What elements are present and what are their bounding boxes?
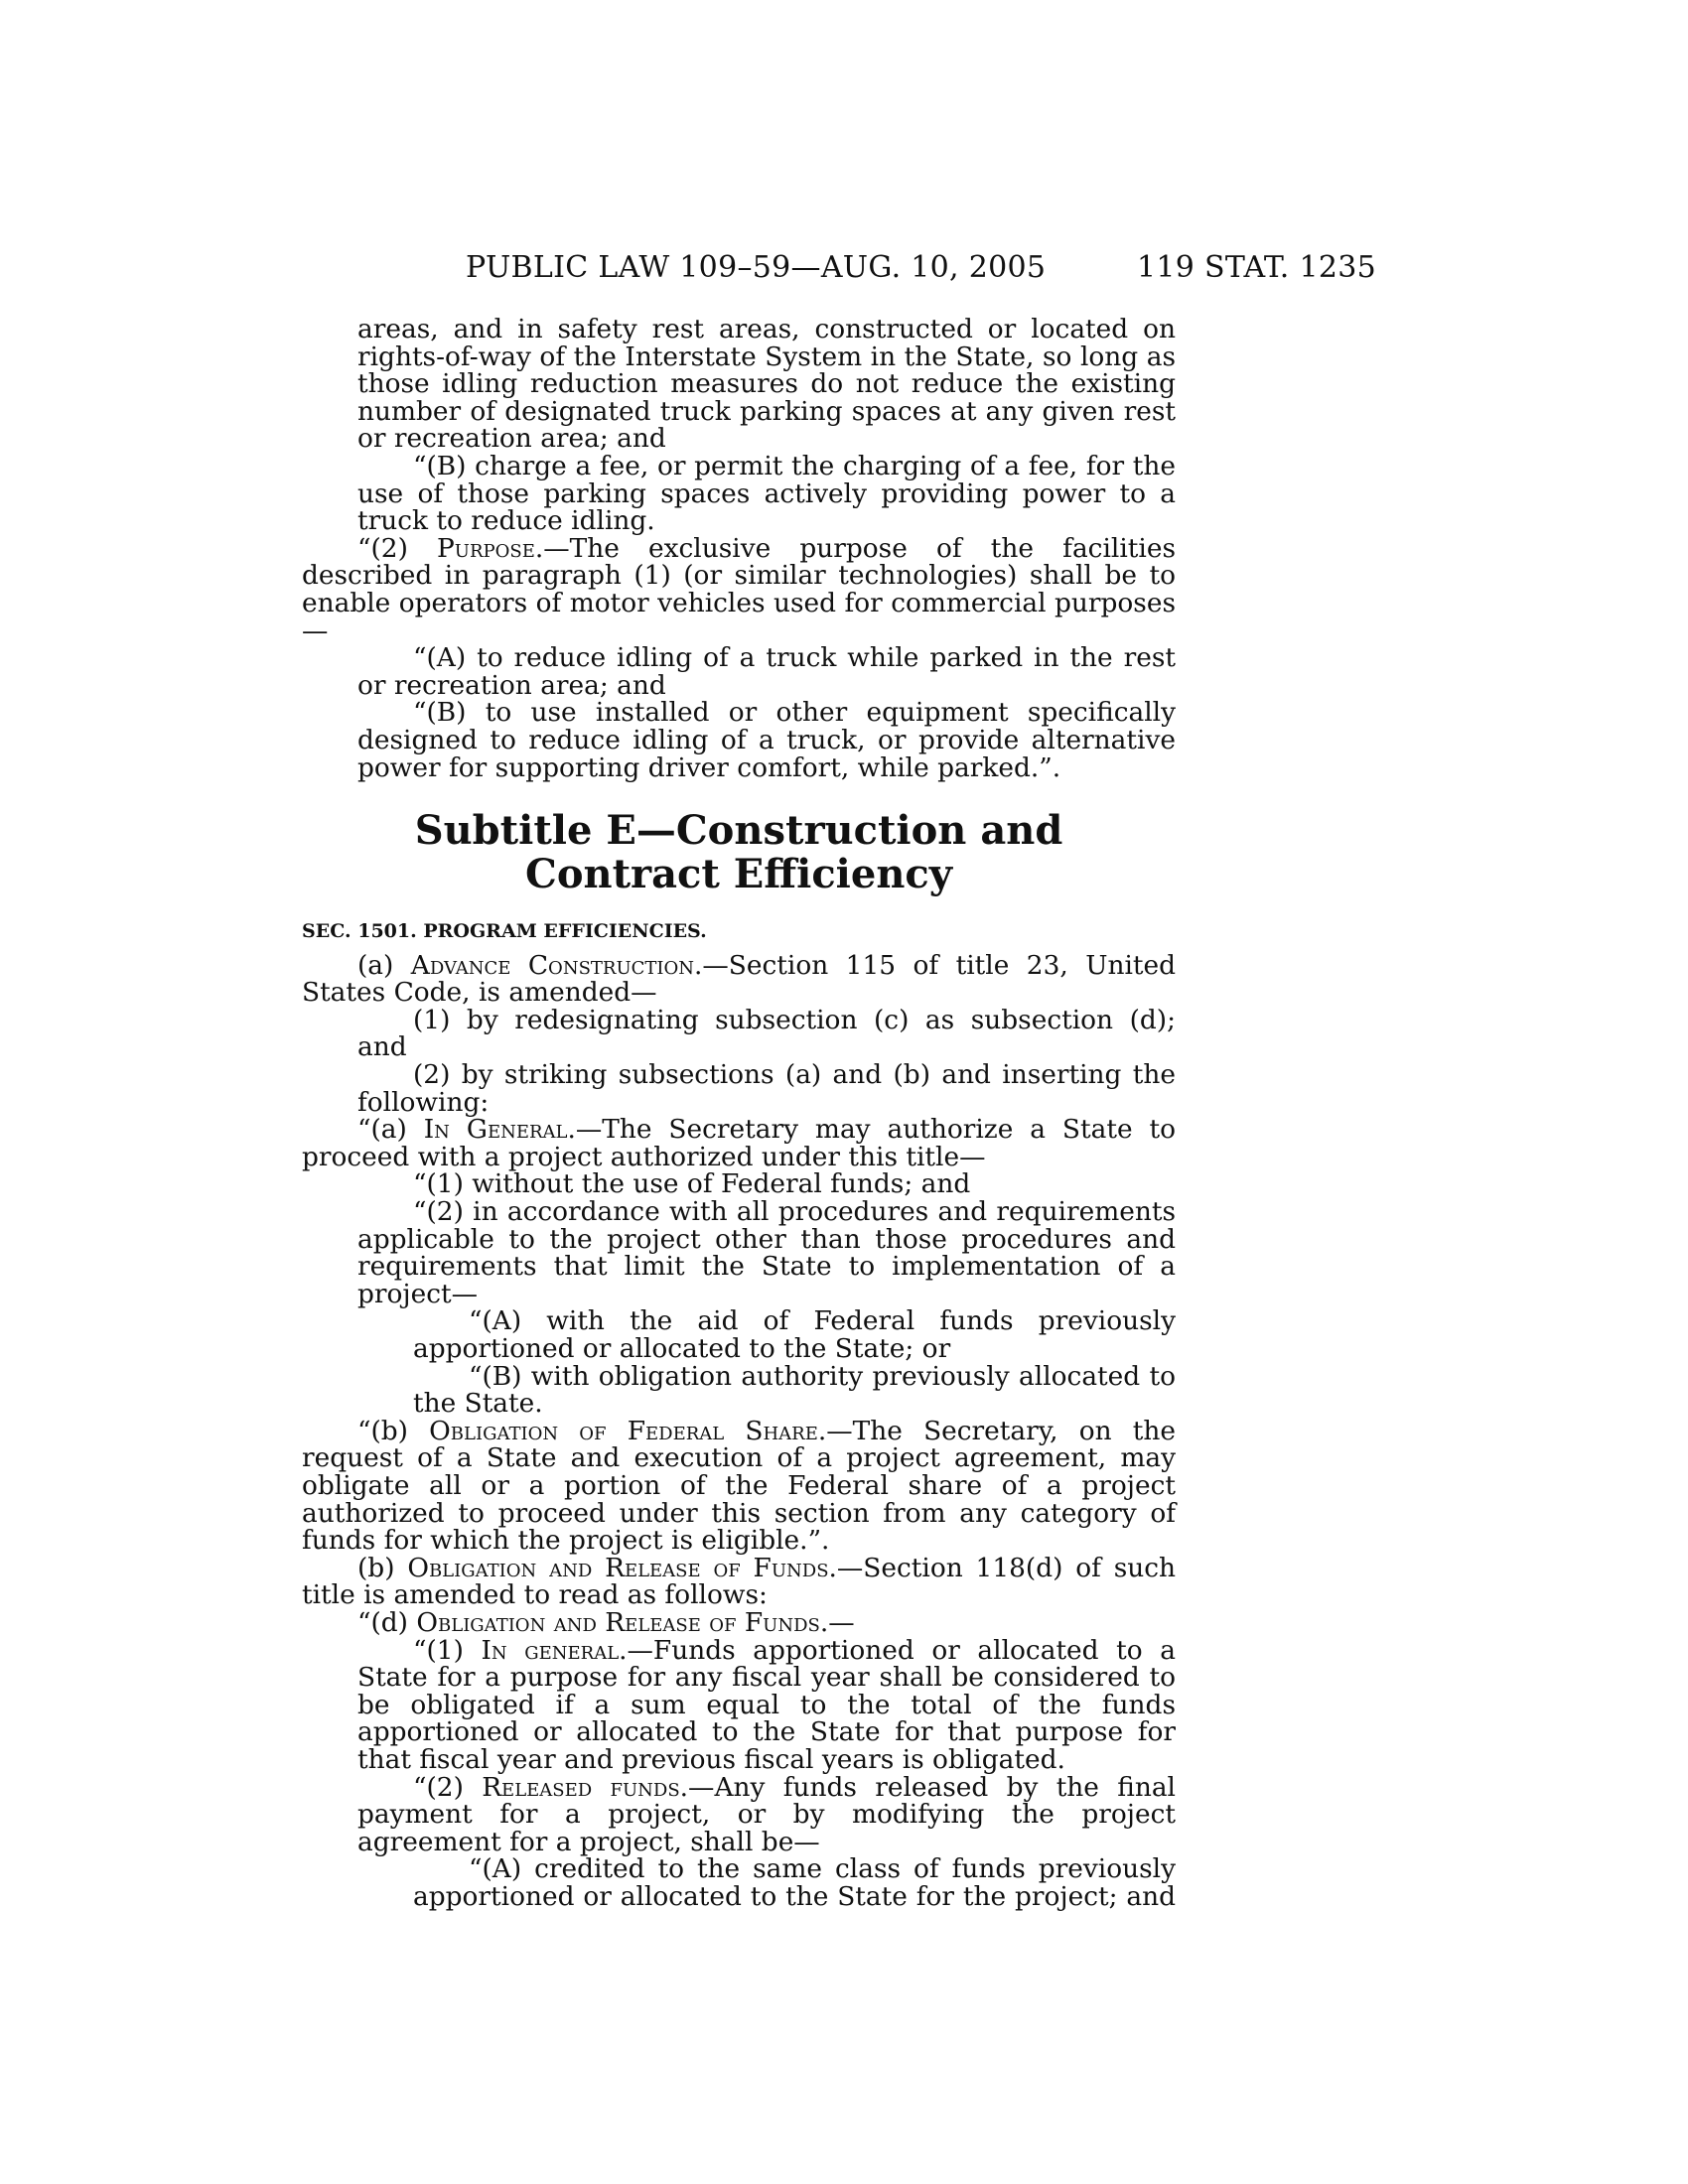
qd1-caption: In general: [481, 1634, 620, 1666]
qd2-caption: Released funds: [482, 1771, 680, 1803]
paragraph-quoted-d2A: “(A) credited to the same class of funds previously apportioned or allocated to the State for the project; and: [413, 1853, 1176, 1912]
qd-prefix: “(d): [357, 1606, 417, 1638]
qb-caption: Obligation of Federal Share: [429, 1415, 818, 1446]
running-header-title: PUBLIC LAW 109–59—AUG. 10, 2005: [466, 250, 1047, 285]
qa-caption: In General: [423, 1114, 568, 1146]
paragraph-quoted-a2: “(2) in accordance with all procedures and requirements applicable to the project other than those procedures and requirements that limit the State to implementation of a project—: [357, 1196, 1176, 1309]
paragraph-quoted-a: [302, 1116, 1176, 1170]
paragraph-a2: (2) by striking subsections (a) and (b) and inserting the following:: [357, 1059, 1176, 1118]
qd1-prefix: “(1): [413, 1634, 482, 1666]
qd2-text: .—Any funds released by the final payment for a project, or by modifying the project agreement for a project, shall be—: [357, 1771, 1176, 1857]
qa-text: .—The Secretary may authorize a State to proceed with a project authorized under this title—: [302, 1114, 1176, 1172]
paragraph-quoted-b: [302, 1415, 1176, 1557]
paragraph-B-equipment: “(B) to use installed or other equipment specifically designed to reduce idling of a truck, or provide alternative power for supporting driver comfort, while parked.”.: [357, 697, 1176, 783]
purpose-prefix: “(2): [357, 532, 438, 564]
paragraph-a1: (1) by redesignating subsection (c) as subsection (d); and: [357, 1004, 1176, 1063]
b-text: .—Section 118(d) of such title is amended to read as follows:: [302, 1552, 1177, 1611]
page-number: 119 STAT. 1235: [1137, 250, 1376, 285]
paragraph-b: [302, 1552, 1177, 1611]
purpose-caption: Purpose: [437, 532, 535, 564]
a-text: .—Section 115 of title 23, United States Code, is amended—: [302, 949, 1177, 1009]
paragraph-quoted-a1: “(1) without the use of Federal funds; and: [413, 1168, 971, 1200]
paragraph-quoted-d: [302, 1606, 1176, 1638]
qd-text: .—: [819, 1606, 855, 1638]
paragraph-purpose: [302, 532, 1176, 646]
a-prefix: (a): [357, 949, 411, 981]
paragraph-A-reduce: “(A) to reduce idling of a truck while parked in the rest or recreation area; and: [357, 642, 1176, 701]
paragraph-quoted-aA: “(A) with the aid of Federal funds previously apportioned or allocated to the State; or: [413, 1305, 1176, 1364]
subtitle-heading: Subtitle E—Construction and Contract Efficiency: [414, 807, 1063, 898]
paragraph-a: [302, 949, 1177, 1009]
paragraph-quoted-aB: “(B) with obligation authority previously allocated to the State.: [413, 1360, 1176, 1420]
qa-prefix: “(a): [357, 1114, 424, 1146]
paragraph-continuation: areas, and in safety rest areas, constructed or located on rights-of-way of the Interstate System in the State, so long as those idling reduction measures do not reduce the existing number of designated truck parking spaces at any given rest or recreation area; and: [357, 314, 1176, 455]
page-body: [302, 316, 1176, 1910]
qd-caption: Obligation and Release of Funds: [416, 1606, 820, 1638]
qb-text: .—The Secretary, on the request of a State and execution of a project agreement, may obligate all or a portion of the Federal share of a project authorized to proceed under this section from any category of funds for which the project is eligible.”.: [302, 1415, 1176, 1557]
section-heading: SEC. 1501. PROGRAM EFFICIENCIES.: [302, 920, 707, 943]
qd1-text: .—Funds apportioned or allocated to a State for a purpose for any fiscal year shall be considered to be obligated if a sum equal to the total of the funds apportioned or allocated to the State for that purpose for that fiscal year and previous fiscal years is obligated.: [357, 1634, 1176, 1775]
paragraph-quoted-d1: [302, 1634, 1176, 1775]
b-prefix: (b): [357, 1552, 408, 1583]
paragraph-B-fee: “(B) charge a fee, or permit the charging of a fee, for the use of those parking spaces actively providing power to a truck to reduce idling.: [357, 450, 1176, 537]
a-caption: Advance Construction: [410, 949, 695, 981]
paragraph-quoted-d2: [302, 1771, 1176, 1857]
qd2-prefix: “(2): [413, 1771, 483, 1803]
b-caption: Obligation and Release of Funds: [407, 1552, 829, 1583]
qb-prefix: “(b): [357, 1415, 430, 1446]
purpose-text: .—The exclusive purpose of the facilities described in paragraph (1) (or similar technologies) shall be to enable operators of motor vehicles used for commercial purposes—: [302, 532, 1176, 646]
